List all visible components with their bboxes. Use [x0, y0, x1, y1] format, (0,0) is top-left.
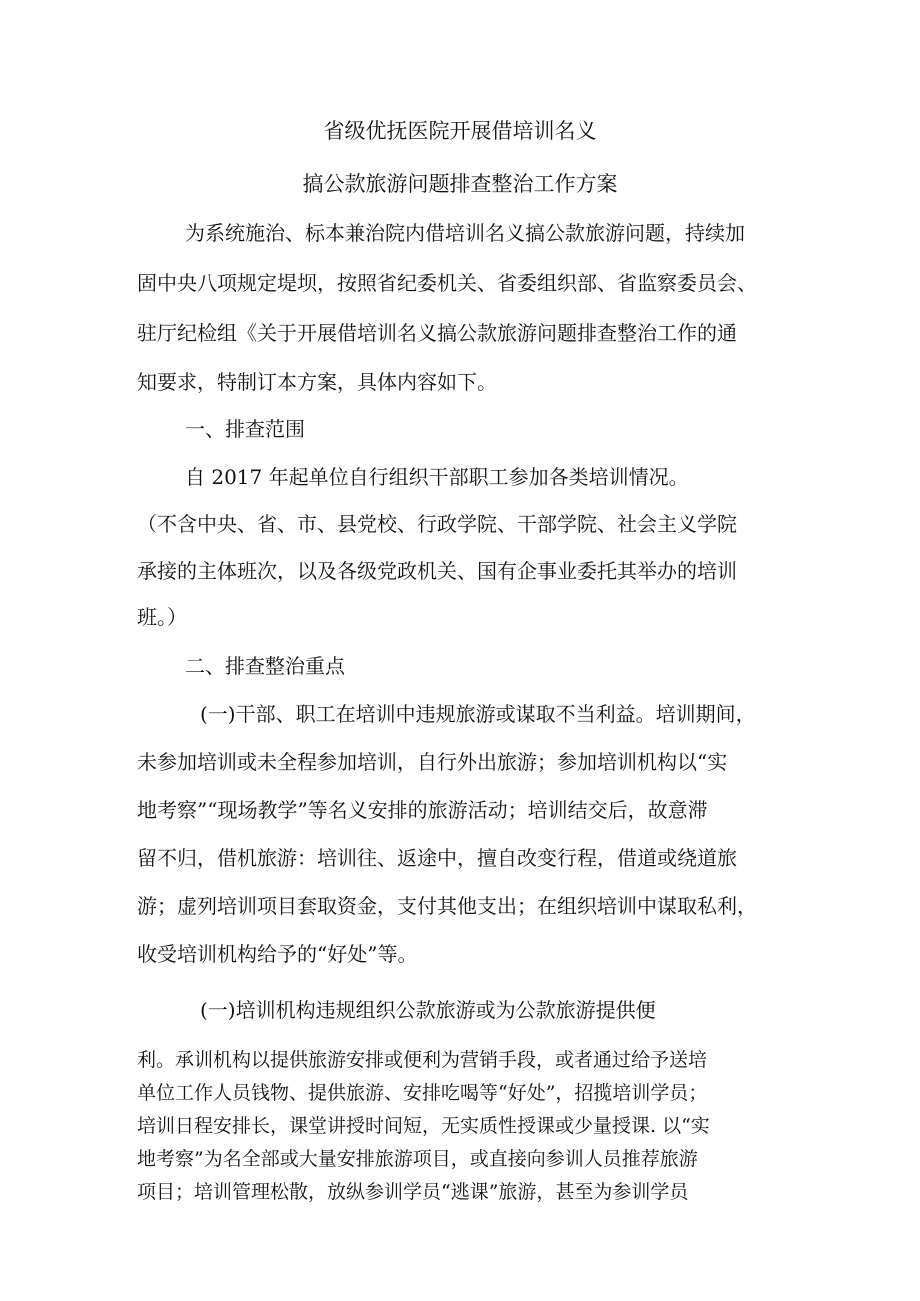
title-line-1: 省级优抚医院开展借培训名义: [323, 119, 597, 143]
section1-line-1: 自 2017 年起单位自行组织干部职工参加各类培训情况。: [185, 465, 689, 489]
section1-line-3: 承接的主体班次，以及各级党政机关、国有企事业委托其举办的培训: [137, 559, 737, 583]
section2-item1-line-1: (一)干部、职工在培训中违规旅游或谋取不当利益。培训期间，: [200, 702, 756, 726]
section2-item1-line-2: 未参加培训或未全程参加培训，自行外出旅游；参加培训机构以“实: [137, 750, 728, 774]
title-line-2: 搞公款旅游问题排查整治工作方案: [302, 172, 618, 196]
section2-item2-line-4: 培训日程安排长，课堂讲授时间短，无实质性授课或少量授课. 以“实: [137, 1115, 710, 1137]
section2-item2-line-2: 利。承训机构以提供旅游安排或便利为营销手段，或者通过给予送培: [137, 1049, 708, 1071]
intro-line-3: 驻厅纪检组《关于开展借培训名义搞公款旅游问题排查整治工作的通: [137, 321, 737, 345]
section1-line-2: （不含中央、省、市、县党校、行政学院、干部学院、社会主义学院: [137, 512, 737, 536]
section2-item2-line-5: 地考察”为名全部或大量安排旅游项目，或直接向参训人员推荐旅游: [137, 1148, 698, 1170]
section2-item2-line-1: (一)培训机构违规组织公款旅游或为公款旅游提供便: [200, 998, 656, 1022]
section2-item2-line-6: 项目；培训管理松散，放纵参训学员“逃课”旅游，甚至为参训学员: [137, 1181, 689, 1203]
section1-line-4: 班。）: [137, 605, 187, 629]
section2-item1-line-3: 地考察”“现场教学”等名义安排的旅游活动；培训结交后，故意滞: [137, 798, 708, 822]
intro-line-4: 知要求，特制订本方案，具体内容如下。: [137, 370, 497, 394]
section1-heading: 一、排查范围: [185, 417, 305, 441]
section2-heading: 二、排查整治重点: [185, 654, 345, 678]
section2-item2-line-3: 单位工作人员钱物、提供旅游、安排吃喝等“好处”，招揽培训学员；: [137, 1082, 708, 1104]
section2-item1-line-6: 收受培训机构给予的“好处”等。: [137, 942, 418, 966]
intro-line-1: 为系统施治、标本兼治院内借培训名义搞公款旅游问题，持续加: [185, 221, 745, 245]
intro-line-2: 固中央八项规定堤坝，按照省纪委机关、省委组织部、省监察委员会、: [137, 271, 757, 295]
section2-item1-line-5: 游；虚列培训项目套取资金，支付其他支出；在组织培训中谋取私利，: [137, 894, 757, 918]
section2-item1-line-4: 留不归，借机旅游：培训往、返途中，擅自改变行程，借道或绕道旅: [137, 846, 737, 870]
